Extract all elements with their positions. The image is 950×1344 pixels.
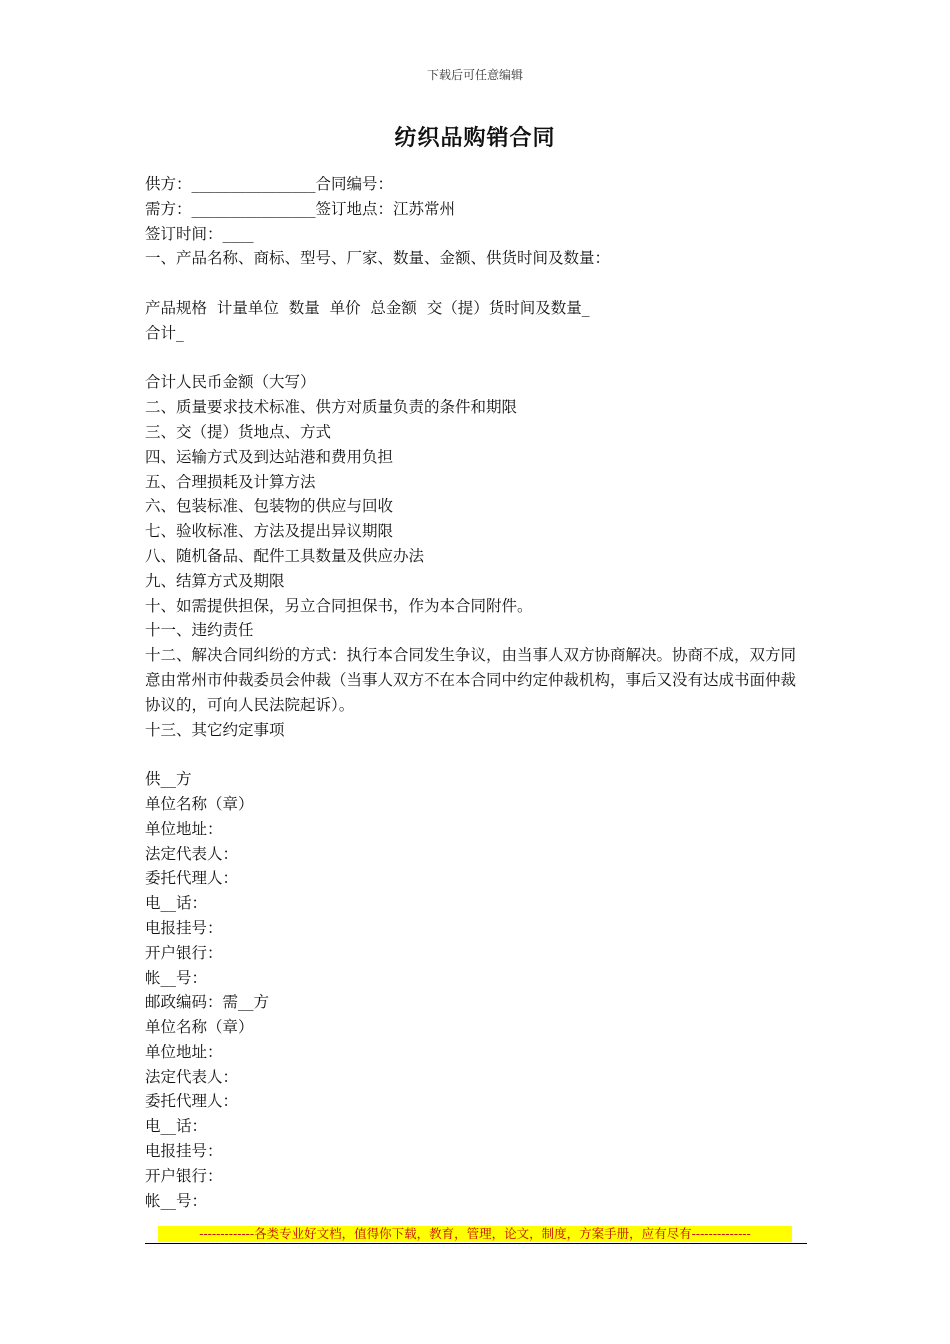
supplier-agent: 委托代理人： — [145, 869, 239, 888]
supplier-unit-name: 单位名称（章） — [145, 794, 254, 813]
blank-line — [145, 271, 810, 296]
supplier-bank: 开户银行： — [145, 943, 223, 962]
buyer-phone: 电__话： — [145, 1117, 208, 1136]
rmb-amount-line: 合计人民币金额（大写） — [145, 373, 316, 392]
clause-13: 十三、其它约定事项 — [145, 720, 285, 739]
buyer-bank: 开户银行： — [145, 1166, 223, 1185]
supplier-telegraph: 电报挂号： — [145, 918, 223, 937]
footer-divider — [145, 1243, 807, 1244]
header-note: 下载后可任意编辑 — [426, 68, 523, 82]
buyer-legal-rep: 法定代表人： — [145, 1067, 239, 1086]
blank-line — [145, 742, 810, 767]
buyer-telegraph: 电报挂号： — [145, 1142, 223, 1161]
supplier-account: 帐__号： — [145, 968, 208, 987]
supplier-line: 供方：________________合同编号： — [145, 175, 394, 193]
clause-1: 一、产品名称、商标、型号、厂家、数量、金额、供货时间及数量： — [145, 249, 611, 268]
postcode-buyer-heading: 邮政编码：需__方 — [145, 993, 270, 1012]
buyer-unit-name: 单位名称（章） — [145, 1018, 254, 1037]
supplier-heading: 供__方 — [145, 770, 192, 789]
sign-date-line: 签订时间：____ — [145, 224, 254, 243]
buyer-line: 需方：________________签订地点：江苏常州 — [145, 199, 456, 218]
product-total-line: 合计_ — [145, 323, 184, 342]
clause-6: 六、包装标准、包装物的供应与回收 — [145, 497, 394, 516]
document-title: 纺织品购销合同 — [394, 125, 556, 151]
supplier-phone: 电__话： — [145, 894, 208, 913]
blank-line — [145, 346, 810, 371]
clause-7: 七、验收标准、方法及提出异议期限 — [145, 522, 394, 541]
footer-banner: -------------各类专业好文档，值得你下载，教育，管理，论文，制度，方案手册，应有尽有-------------- — [158, 1226, 792, 1242]
clause-9: 九、结算方式及期限 — [145, 571, 285, 590]
clause-2: 二、质量要求技术标准、供方对质量负责的条件和期限 — [145, 398, 518, 417]
buyer-account: 帐__号： — [145, 1191, 208, 1210]
buyer-agent: 委托代理人： — [145, 1092, 239, 1111]
clause-11: 十一、违约责任 — [145, 621, 254, 640]
buyer-address: 单位地址： — [145, 1042, 223, 1061]
clause-8: 八、随机备品、配件工具数量及供应办法 — [145, 546, 425, 565]
contract-body — [145, 172, 810, 1213]
clause-5: 五、合理损耗及计算方法 — [145, 472, 316, 491]
clause-4: 四、运输方式及到达站港和费用负担 — [145, 447, 394, 466]
supplier-address: 单位地址： — [145, 819, 223, 838]
clause-3: 三、交（提）货地点、方式 — [145, 422, 332, 441]
clause-10: 十、如需提供担保，另立合同担保书，作为本合同附件。 — [145, 596, 533, 615]
clause-12: 十二、解决合同纠纷的方式：执行本合同发生争议，由当事人双方协商解决。协商不成，双方同意由常州市仲裁委员会仲裁（当事人双方不在本合同中约定仲裁机构，事后又没有达成书面仲裁协议的，可向人民法院起诉）。 — [145, 646, 797, 714]
product-table-header: 产品规格 计量单位 数量 单价 总金额 交（提）货时间及数量_ — [145, 298, 590, 317]
supplier-legal-rep: 法定代表人： — [145, 844, 239, 863]
